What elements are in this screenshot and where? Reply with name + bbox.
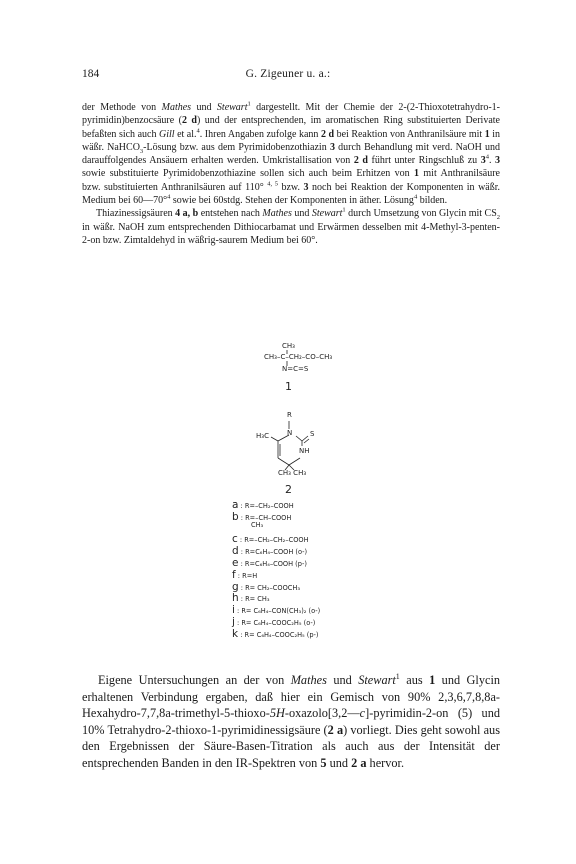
text-run: hervor.: [366, 755, 405, 770]
text-run: 4: [167, 193, 171, 201]
compound1-isothiocyanate: N=C=S: [282, 365, 309, 373]
legend-text: R=–CH₂–CH₂–COOH: [244, 535, 309, 544]
legend-text: R= C₆H₄–COOC₂H₅ (p-): [244, 631, 319, 640]
text-run: entstehen nach: [198, 208, 263, 220]
text-run: 4: [196, 127, 200, 135]
text-run: und: [326, 755, 352, 770]
legend-separator: :: [238, 583, 246, 592]
legend-letter: k: [232, 628, 239, 641]
text-run: 3: [303, 181, 309, 193]
legend-separator: :: [234, 607, 242, 616]
text-run: Mathes: [290, 673, 327, 687]
text-run: 1: [395, 671, 400, 681]
text-run: durch Umsetzung von Glycin mit CS: [345, 208, 497, 220]
legend-item-g: [232, 581, 300, 593]
legend-separator: :: [238, 502, 245, 510]
text-run: aus: [399, 673, 430, 687]
compound2-sulfur: S: [310, 430, 315, 438]
legend-separator: :: [238, 559, 245, 568]
text-run: 1: [247, 100, 251, 108]
legend-letter: a: [232, 499, 239, 511]
compound1-chain: CH₃–C–CH₂–CO–CH₃: [264, 353, 333, 361]
text-run: 3: [495, 155, 501, 167]
legend-item-i: [232, 604, 320, 616]
paragraph-eigene-untersuchungen: [82, 672, 500, 771]
legend-letter: d: [232, 544, 239, 557]
text-run: 1: [484, 128, 490, 140]
text-run: 1: [342, 207, 346, 215]
compound2-number: 2: [285, 483, 292, 496]
text-run: Eigene Untersuchungen an der von: [98, 673, 291, 687]
page-number: 184: [82, 68, 100, 80]
text-run: bilden.: [417, 195, 448, 207]
legend-item-f: [232, 569, 257, 581]
text-run: 5: [320, 755, 327, 770]
legend-item-e: [232, 557, 307, 569]
text-block-top: [82, 101, 500, 247]
text-run: 3: [139, 147, 144, 155]
legend-text: R=H: [242, 571, 258, 580]
text-run: dargestellt. Mit der Chemie der 2-(2-Thioxotetrahydro-1-pyrimidin)benzocsäure (: [82, 102, 500, 127]
text-run: ]-pyrimidin-2-on (5) und 10% Tetrahydro-2-thioxo-1-pyrimidinessigsäure (: [82, 706, 500, 737]
legend-item-j: [232, 616, 315, 628]
legend-item-a: [232, 499, 294, 511]
text-run: Gill: [158, 128, 175, 140]
text-run: durch Behandlung mit verd. NaOH und darauffolgendes Ansäuern erhalten werden. Umkristallisation von: [82, 141, 500, 167]
text-run: c: [359, 706, 366, 720]
paragraph-methode: [82, 101, 500, 207]
text-run: 4: [485, 153, 489, 161]
text-run: 5H: [269, 706, 285, 720]
text-run: et al.: [174, 128, 197, 140]
text-run: 4, 5: [267, 180, 278, 188]
text-block-bottom: [82, 672, 500, 771]
legend-letter: g: [232, 580, 239, 593]
legend-separator: :: [238, 631, 245, 640]
text-run: 2 d: [181, 115, 197, 127]
legend-text: R= C₆H₄–CON(CH₃)₂ (o-): [241, 607, 321, 616]
compound1-number: 1: [285, 380, 292, 393]
text-run: Mathes: [262, 208, 292, 220]
legend-text: R=–CH–COOH: [245, 513, 292, 522]
text-run: Stewart: [216, 102, 248, 113]
text-run: Stewart: [311, 208, 343, 220]
legend-separator: :: [234, 619, 242, 628]
text-run: führt unter Ringschluß zu: [368, 155, 481, 167]
legend-separator: :: [235, 571, 243, 580]
text-run: -Lösung bzw. aus dem Pyrimidobenzothiazin: [143, 141, 330, 153]
text-run: 2 d: [353, 155, 368, 167]
text-run: ) und der entsprechenden, im aromatischen Ring substituierten Derivate befaßten sich auch: [82, 115, 500, 140]
legend-letter: b: [232, 510, 239, 523]
legend-letter: e: [232, 556, 239, 569]
legend-letter: h: [232, 592, 239, 605]
compound2-r-group: R: [287, 411, 292, 419]
text-run: 1: [414, 168, 420, 180]
running-title: G. Zigeuner u. a.:: [245, 68, 331, 80]
text-run: in wäßr. NaHCO: [82, 128, 501, 153]
legend-text: R= CH₂–COOCH₃: [245, 583, 300, 592]
legend-separator: :: [238, 547, 246, 556]
text-run: noch bei Reaktion der Komponenten in wäßr. Medium bei 60—70°: [82, 181, 501, 207]
text-run: ) vorliegt. Dies geht sowohl aus den Ergebnissen der Säure-Basen-Titration als auch aus der Intensität der entsprechenden Banden in den IR-Spektren von: [82, 722, 500, 770]
text-run: Mathes: [161, 102, 192, 113]
legend-text: R=–CH₂–COOH: [244, 502, 294, 510]
legend-separator: :: [238, 595, 246, 604]
text-run: und: [191, 102, 217, 113]
legend-text: R=C₆H₄–COOH (o-): [245, 547, 308, 556]
text-run: sowie substituierte Pyrimidobenzothiazine sollen sich auch beim Erhitzen von: [82, 168, 415, 180]
text-run: Stewart: [358, 673, 396, 687]
legend-text: R=C₆H₄–COOH (p-): [244, 559, 307, 568]
compound1-top-methyl: CH₃: [282, 342, 295, 350]
compound2-gem-dimethyl: CH₃ CH₃: [278, 469, 307, 477]
text-run: sowie bei 60stdg. Stehen der Komponenten in äther. Lösung: [170, 195, 414, 207]
legend-item-d: [232, 545, 307, 557]
text-run: 3: [480, 155, 486, 167]
text-run: 4: [413, 193, 418, 201]
legend-letter: j: [232, 616, 235, 629]
text-run: bzw.: [277, 181, 304, 193]
text-run: 2 d: [320, 128, 335, 140]
text-run: 2 a: [351, 755, 367, 770]
text-run: . Ihren Angaben zufolge kann: [199, 128, 321, 140]
compound2-nh: NH: [299, 447, 310, 455]
text-run: 2: [496, 214, 501, 222]
text-run: bei Reaktion von Anthranilsäure mit: [334, 128, 485, 140]
compound2-methyl-left: H₃C: [256, 432, 269, 440]
text-run: 1: [429, 673, 436, 687]
text-run: 2 a: [327, 722, 344, 737]
text-run: .: [488, 155, 496, 167]
legend-item-c: [232, 533, 309, 545]
text-run: 4 a, b: [175, 208, 199, 220]
text-run: und: [326, 673, 359, 687]
text-run: der Methode von: [82, 102, 162, 113]
compound2-nitrogen: N: [287, 429, 293, 437]
legend-letter: f: [232, 568, 236, 581]
paragraph-thiazinessigsaeuren: [82, 207, 500, 247]
text-run: in wäßr. NaOH zum entsprechenden Dithiocarbamat und Erwärmen desselben mit 4-Methyl-3-penten-2-on bzw. Zimtaldehyd in wäßrig-saurem Medium bei 60°.: [82, 221, 500, 246]
text-run: und: [291, 208, 312, 220]
legend-item-b: [232, 510, 292, 529]
page-header: [0, 68, 576, 84]
legend-text: R= CH₃: [245, 595, 270, 604]
legend-item-k: [232, 628, 319, 640]
legend-separator: :: [238, 513, 246, 522]
text-run: -oxazolo[3,2—: [284, 706, 360, 720]
text-run: und Glycin erhaltenen Verbindung ergaben, daß hier ein Gemisch von 90% 2,3,6,7,8,8a-Hexahydro-7,7,8a-trimethyl-5-thioxo-: [82, 673, 501, 720]
legend-letter: c: [232, 532, 238, 545]
text-run: Thiazinessigsäuren: [96, 208, 176, 220]
text-run: 3: [329, 141, 335, 153]
legend-separator: :: [237, 535, 245, 544]
legend-item-h: [232, 592, 270, 604]
legend-subtext: CH₃: [251, 520, 264, 529]
text-run: mit Anthranilsäure bzw. substituierten Anthranilsäuren auf 110°: [82, 168, 500, 193]
legend-letter: i: [232, 604, 235, 617]
legend-text: R= C₆H₄–COOC₂H₅ (o-): [241, 619, 316, 628]
